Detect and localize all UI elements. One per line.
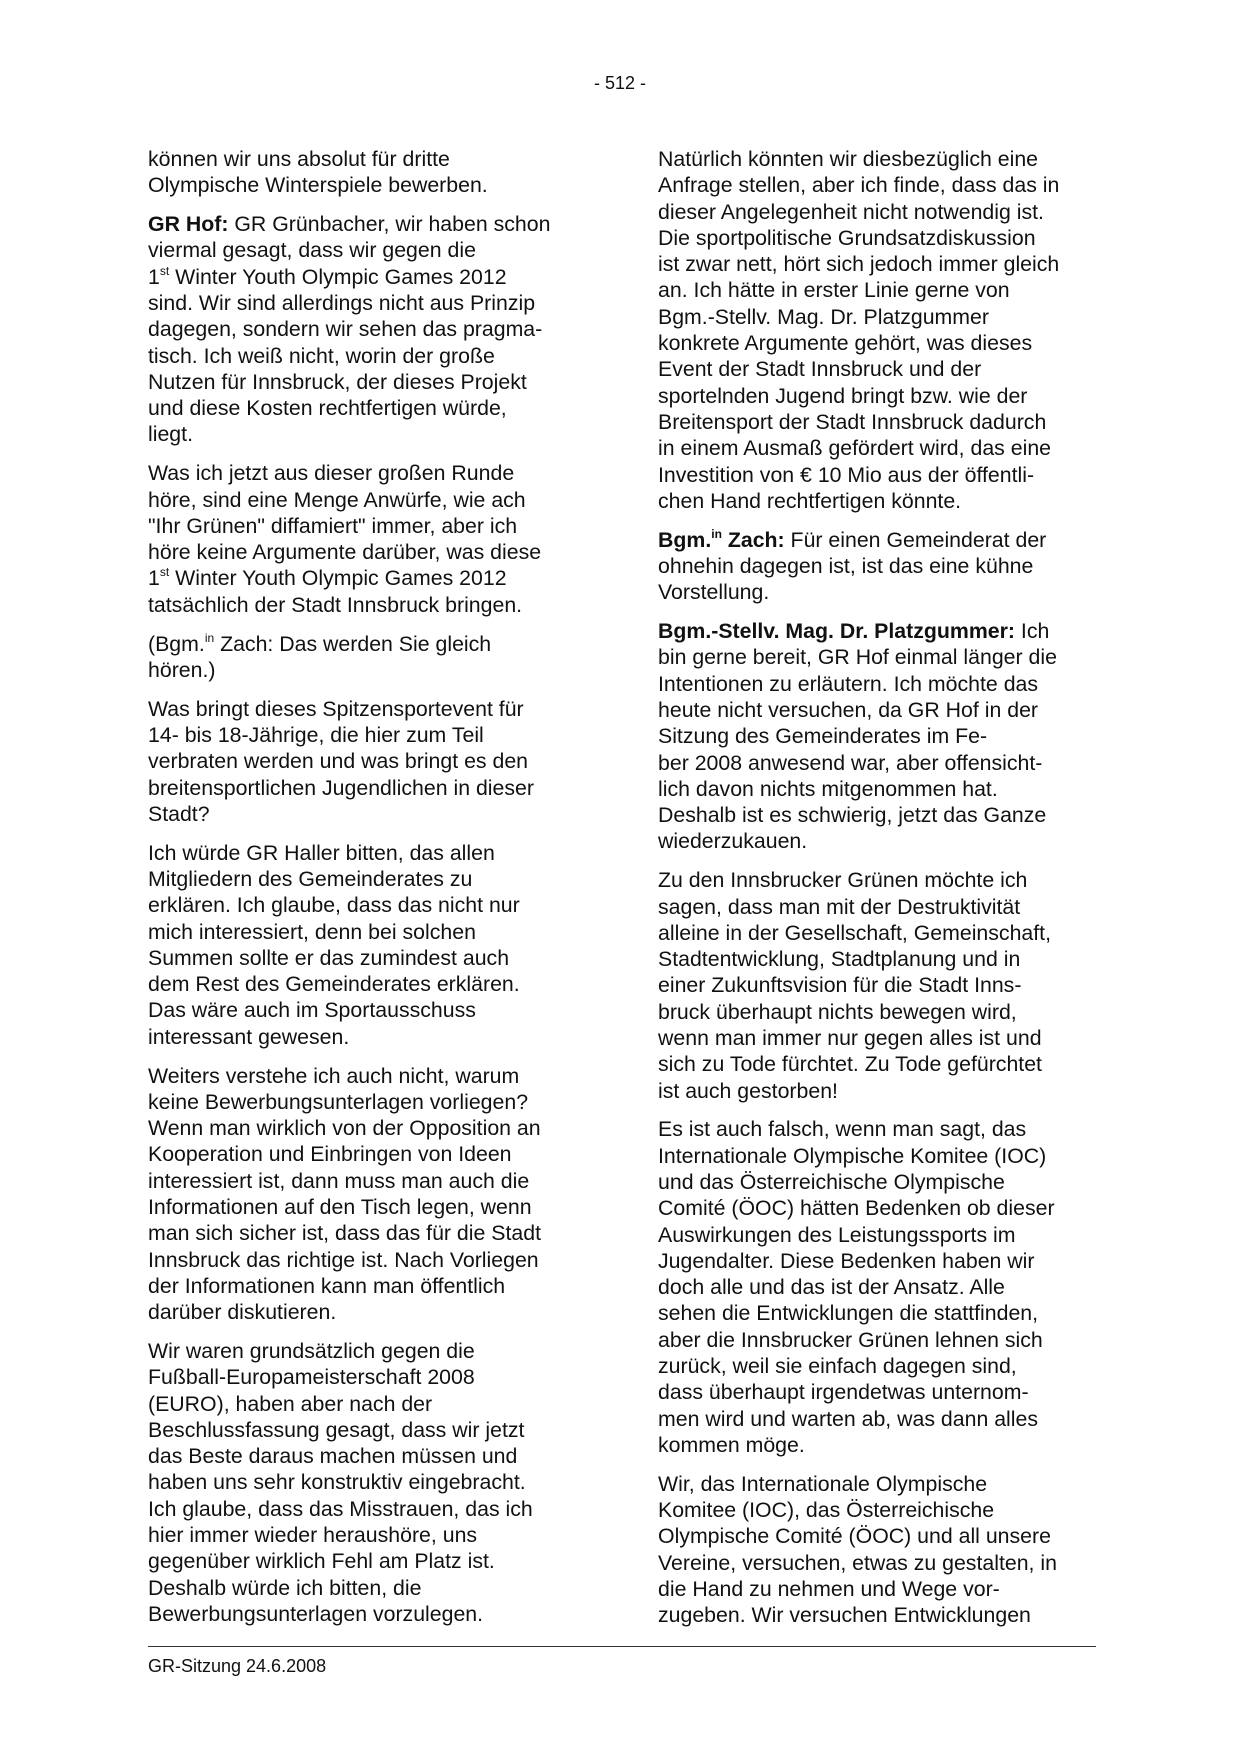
text-line: hier immer wieder heraushöre, uns [148, 1523, 478, 1548]
superscript: st [159, 565, 170, 580]
text-line: konkrete Argumente gehört, was dieses [658, 331, 1033, 356]
text-line: kommen möge. [658, 1432, 805, 1457]
text-segment: GR Grünbacher, wir haben schon [228, 212, 551, 237]
text-line: Event der Stadt Innsbruck und der [658, 357, 982, 382]
text-line: dem Rest des Gemeinderates erklären. [148, 972, 520, 997]
text-line: Komitee (IOC), das Österreichische [658, 1498, 995, 1523]
text-line [148, 565, 598, 591]
text-line [148, 264, 598, 290]
text-line: Informationen auf den Tisch legen, wenn [148, 1194, 532, 1219]
paragraph [658, 146, 1108, 514]
text-line: Fußball-Europameisterschaft 2008 [148, 1365, 475, 1390]
text-line: ber 2008 anwesend war, aber offensicht- [658, 750, 1043, 775]
text-line: Vorstellung. [658, 580, 770, 605]
text-line: interessiert ist, dann muss man auch die [148, 1168, 530, 1193]
superscript: in [711, 526, 722, 541]
paragraph [658, 618, 1108, 855]
text-line: in einem Ausmaß gefördert wird, das eine [658, 436, 1052, 461]
text-line: einer Zukunftsvision für die Stadt Inns- [658, 973, 1022, 998]
text-line: Olympische Winterspiele bewerben. [148, 173, 488, 198]
text-line: sind. Wir sind allerdings nicht aus Prinzip [148, 290, 536, 315]
speaker-label: Bgm.-Stellv. Mag. Dr. Platzgummer: [658, 619, 1015, 644]
text-line: Kooperation und Einbringen von Ideen [148, 1142, 512, 1167]
text-line: breitensportlichen Jugendlichen in dieser [148, 775, 534, 800]
text-line: liegt. [148, 422, 193, 447]
text-line: Jugendalter. Diese Bedenken haben wir [658, 1248, 1035, 1273]
text-line: men wird und warten ab, was dann alles [658, 1406, 1039, 1431]
paragraph [148, 146, 598, 199]
text-line: tatsächlich der Stadt Innsbruck bringen. [148, 592, 523, 617]
paragraph [148, 460, 598, 618]
text-line: sich zu Tode fürchtet. Zu Tode gefürchtet [658, 1052, 1042, 1077]
text-line [658, 527, 1108, 553]
text-line: sehen die Entwicklungen die stattfinden, [658, 1301, 1039, 1326]
right-text-column [658, 146, 1108, 1641]
footer-divider [148, 1646, 1096, 1647]
text-line: heute nicht versuchen, da GR Hof in der [658, 697, 1039, 722]
text-line: Wenn man wirklich von der Opposition an [148, 1116, 541, 1141]
text-line: wenn man immer nur gegen alles ist und [658, 1026, 1042, 1050]
text-line: man sich sicher ist, dass das für die Stadt [148, 1221, 541, 1246]
text-line: Stadt? [148, 801, 210, 826]
text-line: darüber diskutieren. [148, 1300, 337, 1325]
text-line: Stadtentwicklung, Stadtplanung und in [658, 947, 1021, 972]
text-line: Weiters verstehe ich auch nicht, warum [148, 1063, 520, 1088]
text-line: Ich glaube, dass das Misstrauen, das ich [148, 1496, 533, 1521]
text-line: "Ihr Grünen" diffamiert" immer, aber ich [148, 513, 518, 538]
text-line: aber die Innsbrucker Grünen lehnen sich [658, 1327, 1043, 1352]
paragraph [148, 840, 598, 1050]
paragraph [148, 631, 598, 684]
text-line: Auswirkungen des Leistungssports im [658, 1222, 1016, 1247]
text-line: ohnehin dagegen ist, ist das eine kühne [658, 553, 1034, 578]
text-line: Ich würde GR Haller bitten, das allen [148, 840, 495, 865]
text-line [658, 618, 1108, 644]
text-line: der Informationen kann man öffentlich [148, 1273, 506, 1298]
text-line: die Hand zu nehmen und Wege vor- [658, 1576, 1000, 1601]
text-line: dieser Angelegenheit nicht notwendig ist. [658, 199, 1044, 224]
text-line: höre keine Argumente darüber, was diese [148, 540, 542, 565]
paragraph [658, 527, 1108, 606]
text-line: Internationale Olympische Komitee (IOC) [658, 1143, 1047, 1168]
text-line: das Beste daraus machen müssen und [148, 1444, 518, 1469]
paragraph [148, 1338, 598, 1627]
text-line: keine Bewerbungsunterlagen vorliegen? [148, 1089, 529, 1114]
paragraph [148, 1063, 598, 1326]
text-line: chen Hand rechtfertigen könnte. [658, 488, 962, 513]
text-line: und diese Kosten rechtfertigen würde, [148, 396, 507, 421]
text-line: zugeben. Wir versuchen Entwicklungen [658, 1603, 1031, 1628]
text-line: wiederzukauen. [658, 829, 808, 854]
text-line: dass überhaupt irgendetwas unternom- [658, 1380, 1029, 1405]
text-line: Bewerbungsunterlagen vorzulegen. [148, 1601, 484, 1626]
text-line [148, 211, 598, 237]
text-segment: Winter Youth Olympic Games 2012 [169, 566, 507, 591]
text-line: Wir, das Internationale Olympische [658, 1471, 988, 1496]
text-line: bruck überhaupt nichts bewegen wird, [658, 999, 1017, 1024]
text-line: viermal gesagt, dass wir gegen die [148, 238, 476, 263]
text-line: und das Österreichische Olympische [658, 1169, 1005, 1194]
text-line: Bgm.-Stellv. Mag. Dr. Platzgummer [658, 304, 989, 329]
speaker-label: Bgm. [658, 527, 712, 552]
text-line [148, 631, 598, 657]
speaker-label: GR Hof: [148, 212, 229, 237]
text-segment: 1 [148, 566, 160, 591]
text-line: Zu den Innsbrucker Grünen möchte ich [658, 868, 1028, 893]
paragraph [658, 1116, 1108, 1458]
text-line: (EURO), haben aber nach der [148, 1391, 433, 1416]
text-line: gegenüber wirklich Fehl am Platz ist. [148, 1549, 495, 1574]
text-line: hören.) [148, 657, 216, 682]
text-line: 14- bis 18-Jährige, die hier zum Teil [148, 722, 484, 747]
text-line: Wir waren grundsätzlich gegen die [148, 1338, 475, 1363]
text-line: zurück, weil sie einfach dagegen sind, [658, 1354, 1017, 1379]
text-line: doch alle und das ist der Ansatz. Alle [658, 1275, 1005, 1300]
paragraph [658, 867, 1108, 1104]
superscript: in [204, 630, 215, 645]
text-segment: Ich [1014, 619, 1050, 644]
text-line: Mitgliedern des Gemeinderates zu [148, 866, 473, 891]
text-line: Es ist auch falsch, wenn man sagt, das [658, 1117, 1027, 1142]
text-line: alleine in der Gesellschaft, Gemeinschaft, [658, 920, 1052, 945]
text-line: ist zwar nett, hört sich jedoch immer gleich [658, 252, 1060, 277]
page-number: - 512 - [593, 73, 647, 93]
footer-session-label: GR-Sitzung 24.6.2008 [148, 1656, 327, 1676]
text-line: Innsbruck das richtige ist. Nach Vorliegen [148, 1247, 539, 1272]
text-line: Vereine, versuchen, etwas zu gestalten, in [658, 1550, 1057, 1575]
superscript: st [159, 263, 170, 278]
text-line: ist auch gestorben! [658, 1078, 838, 1103]
text-segment: (Bgm. [148, 631, 205, 656]
text-segment: Winter Youth Olympic Games 2012 [169, 264, 507, 289]
text-line: Was bringt dieses Spitzensportevent für [148, 696, 524, 721]
text-line: Comité (ÖOC) hätten Bedenken ob dieser [658, 1196, 1055, 1221]
text-line: Das wäre auch im Sportausschuss [148, 998, 476, 1023]
text-line: haben uns sehr konstruktiv eingebracht. [148, 1470, 526, 1495]
text-line: sagen, dass man mit der Destruktivität [658, 894, 1021, 919]
text-line: interessant gewesen. [148, 1024, 350, 1049]
text-line: Summen sollte er das zumindest auch [148, 945, 510, 970]
text-segment: 1 [148, 264, 160, 289]
paragraph [658, 1471, 1108, 1629]
text-line: tisch. Ich weiß nicht, worin der große [148, 343, 495, 368]
text-line: mich interessiert, denn bei solchen [148, 919, 476, 944]
text-line: Sitzung des Gemeinderates im Fe- [658, 724, 988, 749]
text-line: Deshalb ist es schwierig, jetzt das Ganze [658, 803, 1047, 828]
text-segment: Zach: Das werden Sie gleich [214, 631, 492, 656]
text-line: Nutzen für Innsbruck, der dieses Projekt [148, 369, 527, 394]
text-line: Olympische Comité (ÖOC) und all unsere [658, 1524, 1051, 1549]
left-text-column [148, 146, 598, 1640]
text-line: höre, sind eine Menge Anwürfe, wie ach [148, 487, 526, 512]
text-line: Deshalb würde ich bitten, die [148, 1575, 422, 1600]
text-line: Intentionen zu erläutern. Ich möchte das [658, 671, 1039, 696]
paragraph [148, 696, 598, 827]
text-line: Breitensport der Stadt Innsbruck dadurch [658, 409, 1047, 434]
text-line: an. Ich hätte in erster Linie gerne von [658, 278, 1010, 303]
text-line: sportelnden Jugend bringt bzw. wie der [658, 383, 1028, 408]
text-line: Natürlich könnten wir diesbezüglich eine [658, 147, 1039, 171]
text-line: verbraten werden und was bringt es den [148, 749, 529, 774]
text-line: Die sportpolitische Grundsatzdiskussion [658, 225, 1036, 250]
text-line: Anfrage stellen, aber ich finde, dass das in [658, 173, 1060, 198]
text-line: Investition von € 10 Mio aus der öffentli- [658, 462, 1035, 487]
paragraph [148, 211, 598, 448]
text-line: erklären. Ich glaube, dass das nicht nur [148, 893, 520, 918]
text-line: Was ich jetzt aus dieser großen Runde [148, 461, 515, 486]
text-line: Beschlussfassung gesagt, dass wir jetzt [148, 1417, 525, 1442]
speaker-label: Zach: [721, 527, 785, 552]
text-line: bin gerne bereit, GR Hof einmal länger die [658, 645, 1057, 670]
text-line: können wir uns absolut für dritte [148, 147, 450, 171]
text-line: lich davon nichts mitgenommen hat. [658, 776, 998, 801]
text-line: dagegen, sondern wir sehen das pragma- [148, 317, 543, 342]
text-segment: Für einen Gemeinderat der [784, 527, 1047, 552]
